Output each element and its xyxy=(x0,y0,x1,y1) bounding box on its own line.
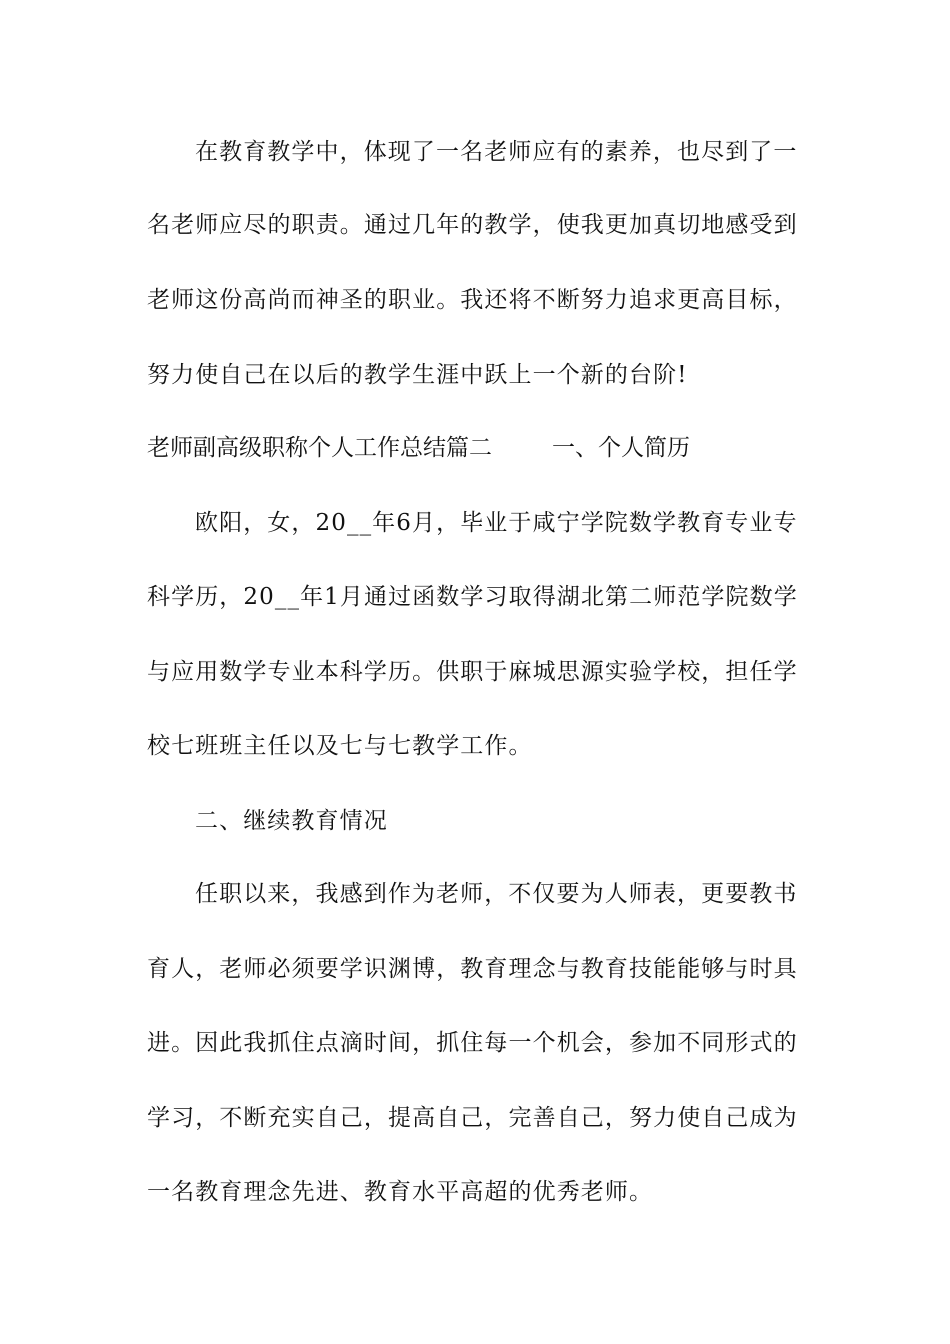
paragraph-3-line-2: 育人，老师必须要学识渊博，教育理念与教育技能能够与时具 xyxy=(147,956,798,982)
section-heading-1: 一、个人简历 xyxy=(552,435,690,461)
paragraph-3-line-3: 进。因此我抓住点滴时间，抓住每一个机会，参加不同形式的 xyxy=(147,1030,798,1056)
paragraph-3-line-1: 任职以来，我感到作为老师，不仅要为人师表，更要教书 xyxy=(195,881,798,907)
article-heading xyxy=(147,433,807,463)
article-title: 老师副高级职称个人工作总结篇二 xyxy=(147,435,492,461)
paragraph-1-line-1: 在教育教学中，体现了一名老师应有的素养，也尽到了一 xyxy=(195,139,798,165)
paragraph-2-line-1: 欧阳，女，20__年6月，毕业于咸宁学院数学教育专业专 xyxy=(195,510,798,536)
paragraph-2-line-4: 校七班班主任以及七与七教学工作。 xyxy=(147,733,533,759)
paragraph-2-line-2: 科学历，20__年1月通过函数学习取得湖北第二师范学院数学 xyxy=(147,584,798,610)
paragraph-3-line-4: 学习，不断充实自己，提高自己，完善自己，努力使自己成为 xyxy=(147,1105,798,1131)
paragraph-1-line-4: 努力使自己在以后的教学生涯中跃上一个新的台阶! xyxy=(147,362,688,388)
paragraph-2-line-3: 与应用数学专业本科学历。供职于麻城思源实验学校，担任学 xyxy=(147,659,798,685)
paragraph-3-line-5: 一名教育理念先进、教育水平高超的优秀老师。 xyxy=(147,1179,654,1205)
section-heading-2: 二、继续教育情况 xyxy=(195,808,388,834)
paragraph-1-line-3: 老师这份高尚而神圣的职业。我还将不断努力追求更高目标， xyxy=(147,287,798,313)
paragraph-1-line-2: 名老师应尽的职责。通过几年的教学，使我更加真切地感受到 xyxy=(147,212,798,238)
